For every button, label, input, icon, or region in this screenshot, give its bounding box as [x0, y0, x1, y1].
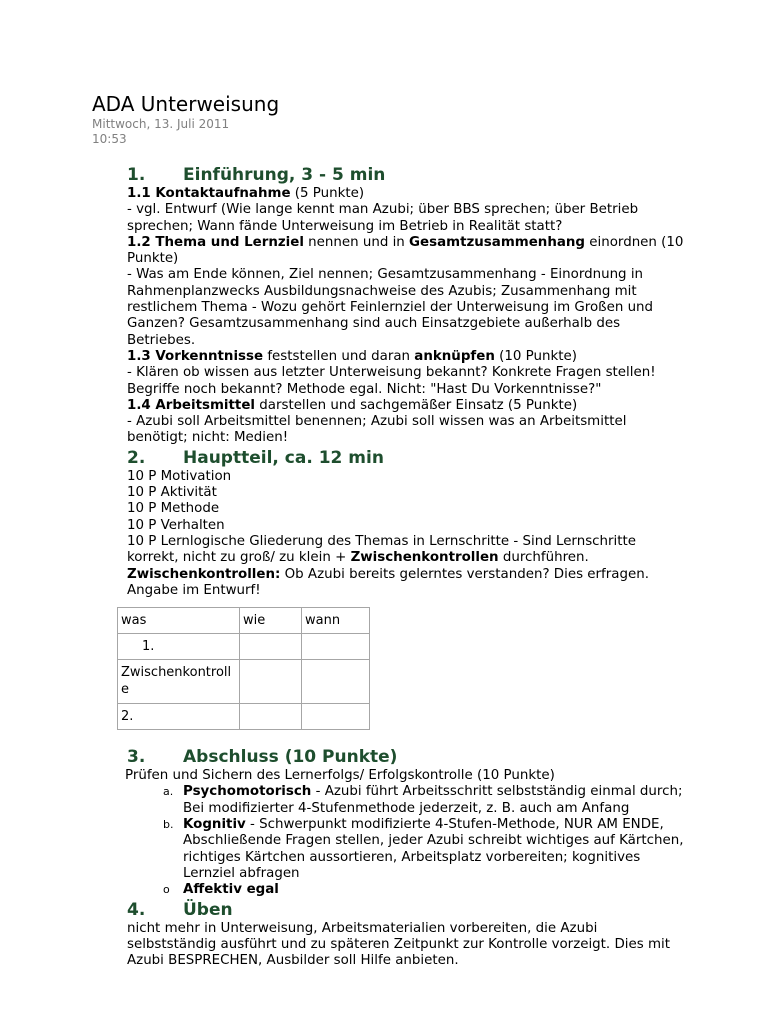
table-cell: Zwischenkontrolle — [118, 660, 240, 704]
table-row — [118, 608, 370, 634]
section-heading — [127, 447, 687, 469]
list-marker: o — [163, 883, 170, 897]
section-heading — [127, 746, 687, 768]
paragraph: 10 P Lernlogische Gliederung des Themas in Lernschritte - Sind Lernschritte korrekt, nicht zu groß/ zu klein + Zwischenkontrollen durchführen. — [127, 533, 636, 566]
plan-table — [117, 607, 370, 730]
table-cell: wann — [302, 608, 370, 634]
paragraph: 1.2 Thema und Lernziel nennen und in Gesamtzusammenhang einordnen (10 Punkte) — [127, 234, 684, 267]
table-cell — [302, 660, 370, 704]
paragraph: 1.4 Arbeitsmittel darstellen und sachgemäßer Einsatz (5 Punkte) — [127, 397, 578, 413]
list-item: a. Psychomotorisch - Azubi führt Arbeitsschritt selbstständig einmal durch; Bei modifizierter 4-Stufenmethode jederzeit, z. B. auch am Anfang — [127, 784, 687, 817]
section-title: Üben — [183, 899, 233, 920]
page-content — [121, 164, 687, 969]
table-row — [118, 634, 370, 660]
list-line: 10 P Verhalten — [127, 517, 225, 533]
table-row — [118, 704, 370, 730]
page-time: 10:53 — [92, 132, 127, 146]
section-number: 1. — [127, 165, 146, 185]
table-cell: wie — [240, 608, 302, 634]
section-heading — [127, 899, 687, 921]
list-marker: a. — [163, 785, 174, 799]
paragraph: Prüfen und Sichern des Lernerfolgs/ Erfolgskontrolle (10 Punkte) — [125, 768, 555, 784]
paragraph: - vgl. Entwurf (Wie lange kennt man Azubi; über BBS sprechen; über Betrieb sprechen; Wann fände Unterweisung im Betrieb in Realität statt? — [127, 202, 639, 234]
paragraph: Zwischenkontrollen: Ob Azubi bereits gelerntes verstanden? Dies erfragen. Angabe im Entwurf! — [127, 566, 649, 598]
page-title: ADA Unterweisung — [92, 92, 280, 116]
paragraph: - Was am Ende können, Ziel nennen; Gesamtzusammenhang - Einordnung in Rahmenplanzwecks Ausbildungsnachweise des Azubis; Zusammenhang mit restlichem Thema - Wozu gehört Feinlernziel der Unterweisung im Großen und Ganzen? Gesamtzusammenhang sind auch Einsatzgebiete außerhalb des Betriebes. — [127, 267, 654, 348]
table-cell: 2. — [118, 704, 240, 730]
section-number: 3. — [127, 747, 146, 768]
table-cell — [302, 704, 370, 730]
section-heading — [127, 164, 687, 186]
page-date: Mittwoch, 13. Juli 2011 — [92, 117, 230, 131]
list-line: 10 P Methode — [127, 501, 220, 517]
section-number: 2. — [127, 447, 146, 468]
table-cell — [302, 634, 370, 660]
paragraph: - Azubi soll Arbeitsmittel benennen; Azubi soll wissen was an Arbeitsmittel benötigt; nicht: Medien! — [127, 414, 627, 446]
table-cell — [240, 704, 302, 730]
paragraph: 1.1 Kontaktaufnahme (5 Punkte) — [127, 186, 365, 201]
section-number: 4. — [127, 899, 146, 920]
list-marker: b. — [163, 818, 174, 832]
section-title: Hauptteil, ca. 12 min — [183, 447, 384, 468]
table-cell — [240, 660, 302, 704]
table-cell: 1. — [118, 634, 240, 660]
table-cell — [240, 634, 302, 660]
paragraph: nicht mehr in Unterweisung, Arbeitsmaterialien vorbereiten, die Azubi selbstständig ausführt und zu späteren Zeitpunkt zur Kontrolle vorzeigt. Dies mit Azubi BESPRECHEN, Ausbilder soll Hilfe anbieten. — [127, 920, 670, 969]
section-title: Abschluss (10 Punkte) — [183, 747, 398, 768]
table-cell: was — [118, 608, 240, 634]
paragraph: 1.3 Vorkenntnisse feststellen und daran anknüpfen (10 Punkte) — [127, 348, 577, 364]
list-item: b. Kognitiv - Schwerpunkt modifizierte 4-Stufen-Methode, NUR AM ENDE, Abschließende Fragen stellen, jeder Azubi schreibt wichtiges auf Kärtchen, richtiges Kärtchen aussortieren, Arbeitsplatz vorbereiten; kognitives Lernziel abfragen — [127, 817, 687, 882]
table-row — [118, 660, 370, 704]
paragraph: - Klären ob wissen aus letzter Unterweisung bekannt? Konkrete Fragen stellen! Begriffe noch bekannt? Methode egal. Nicht: "Hast Du Vorkenntnisse?" — [127, 365, 656, 397]
list-line: 10 P Motivation — [127, 468, 232, 484]
list-item: o Affektiv egal — [127, 882, 687, 898]
section-title: Einführung, 3 - 5 min — [183, 165, 386, 185]
list-line: 10 P Aktivität — [127, 485, 217, 501]
